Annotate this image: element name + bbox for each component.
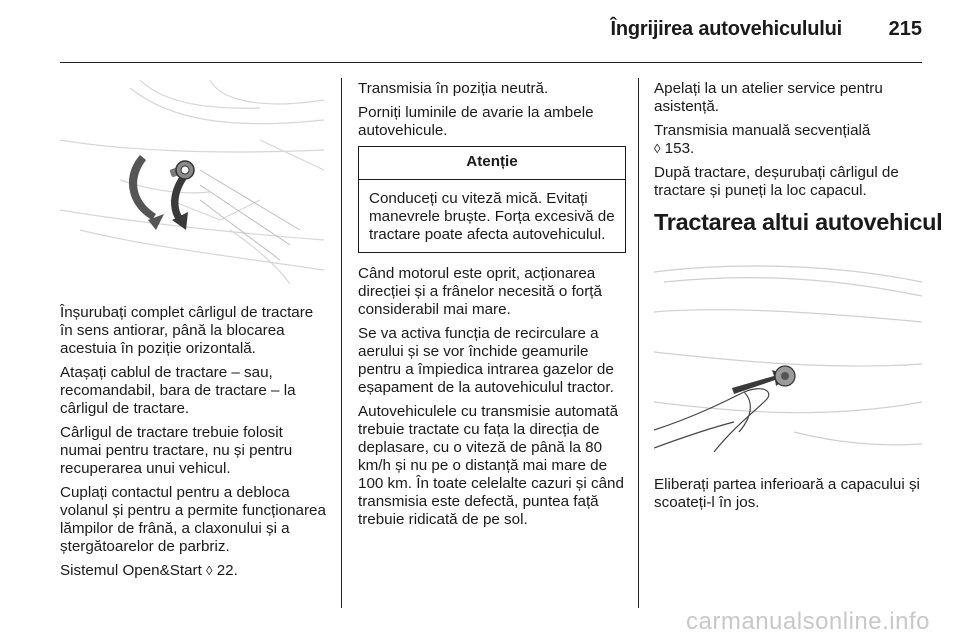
paragraph: Autovehiculele cu transmisie automată trebuie tractate cu fața la direcția de deplasare, cu o viteză de până la 80 km/h și nu pe o distanță mai mare de 100 km. În toate celelalte cazuri și când transmisia este defectă, puntea față trebuie ridicată de pe sol. — [358, 403, 624, 528]
caution-text: Conduceți cu viteză mică. Evitați manevrele bruște. Forța excesivă de tractare poate afecta autovehiculul. — [369, 190, 615, 243]
figure-caption: Eliberați partea inferioară a capacului și scoateți-l în jos. — [654, 476, 920, 511]
caution-box — [358, 146, 626, 253]
caution-heading: Atenție — [359, 147, 625, 180]
paragraph — [654, 122, 922, 158]
reference-text: Sistemul Open&Start — [60, 562, 202, 579]
column-1 — [60, 304, 328, 586]
page-number: 215 — [888, 18, 922, 40]
column-divider-1 — [341, 78, 342, 608]
paragraph: Porniți luminile de avarie la ambele autovehicule. — [358, 104, 594, 139]
paragraph: Atașați cablul de tractare – sau, recomandabil, bara de tractare – la cârligul de tractare. — [60, 364, 296, 417]
header-rule — [60, 62, 922, 63]
page-title: Îngrijirea autovehiculului — [610, 18, 842, 40]
paragraph: După tractare, deșurubați cârligul de tractare și puneți la loc capacul. — [654, 164, 899, 199]
page-reference-icon: ◊ — [654, 141, 661, 156]
reference-page: 22. — [216, 562, 238, 579]
paragraph: Când motorul este oprit, acționarea direcției și a frânelor necesită o forță considerabil mai mare. — [358, 265, 602, 318]
watermark: carmanualsonline.info — [686, 608, 930, 635]
paragraph: Apelați la un atelier service pentru asistență. — [654, 80, 883, 115]
figure-caption-block — [654, 476, 922, 518]
page-header — [0, 0, 960, 64]
page-reference-icon: ◊ — [206, 563, 213, 578]
paragraph: Cârligul de tractare trebuie folosit numai pentru tractare, nu și pentru recuperarea unui vehicul. — [60, 424, 293, 477]
column-3 — [654, 80, 943, 236]
bumper-cover-illustration — [654, 252, 922, 452]
paragraph: Transmisia în poziția neutră. — [358, 80, 549, 97]
section-heading: Tractarea altui autovehicul — [654, 209, 943, 235]
reference-text: Transmisia manuală secvențială — [654, 122, 871, 139]
reference-page: 153. — [664, 140, 695, 157]
cross-reference — [60, 562, 328, 580]
paragraph: Se va activa funcția de recirculare a aerului și se vor închide geamurile pentru a împiedica intrarea gazelor de eșapament de la autovehiculul tractor. — [358, 325, 614, 396]
tow-hook-illustration — [60, 80, 324, 284]
paragraph: Cuplați contactul pentru a debloca volanul și pentru a permite funcționarea lămpilor de frână, a claxonului și a ștergătoarelor de parbriz. — [60, 484, 326, 555]
paragraph: Înșurubați complet cârligul de tractare în sens antiorar, până la blocarea acestuia în poziție orizontală. — [60, 304, 314, 357]
column-divider-2 — [638, 78, 639, 608]
column-2 — [358, 80, 626, 535]
